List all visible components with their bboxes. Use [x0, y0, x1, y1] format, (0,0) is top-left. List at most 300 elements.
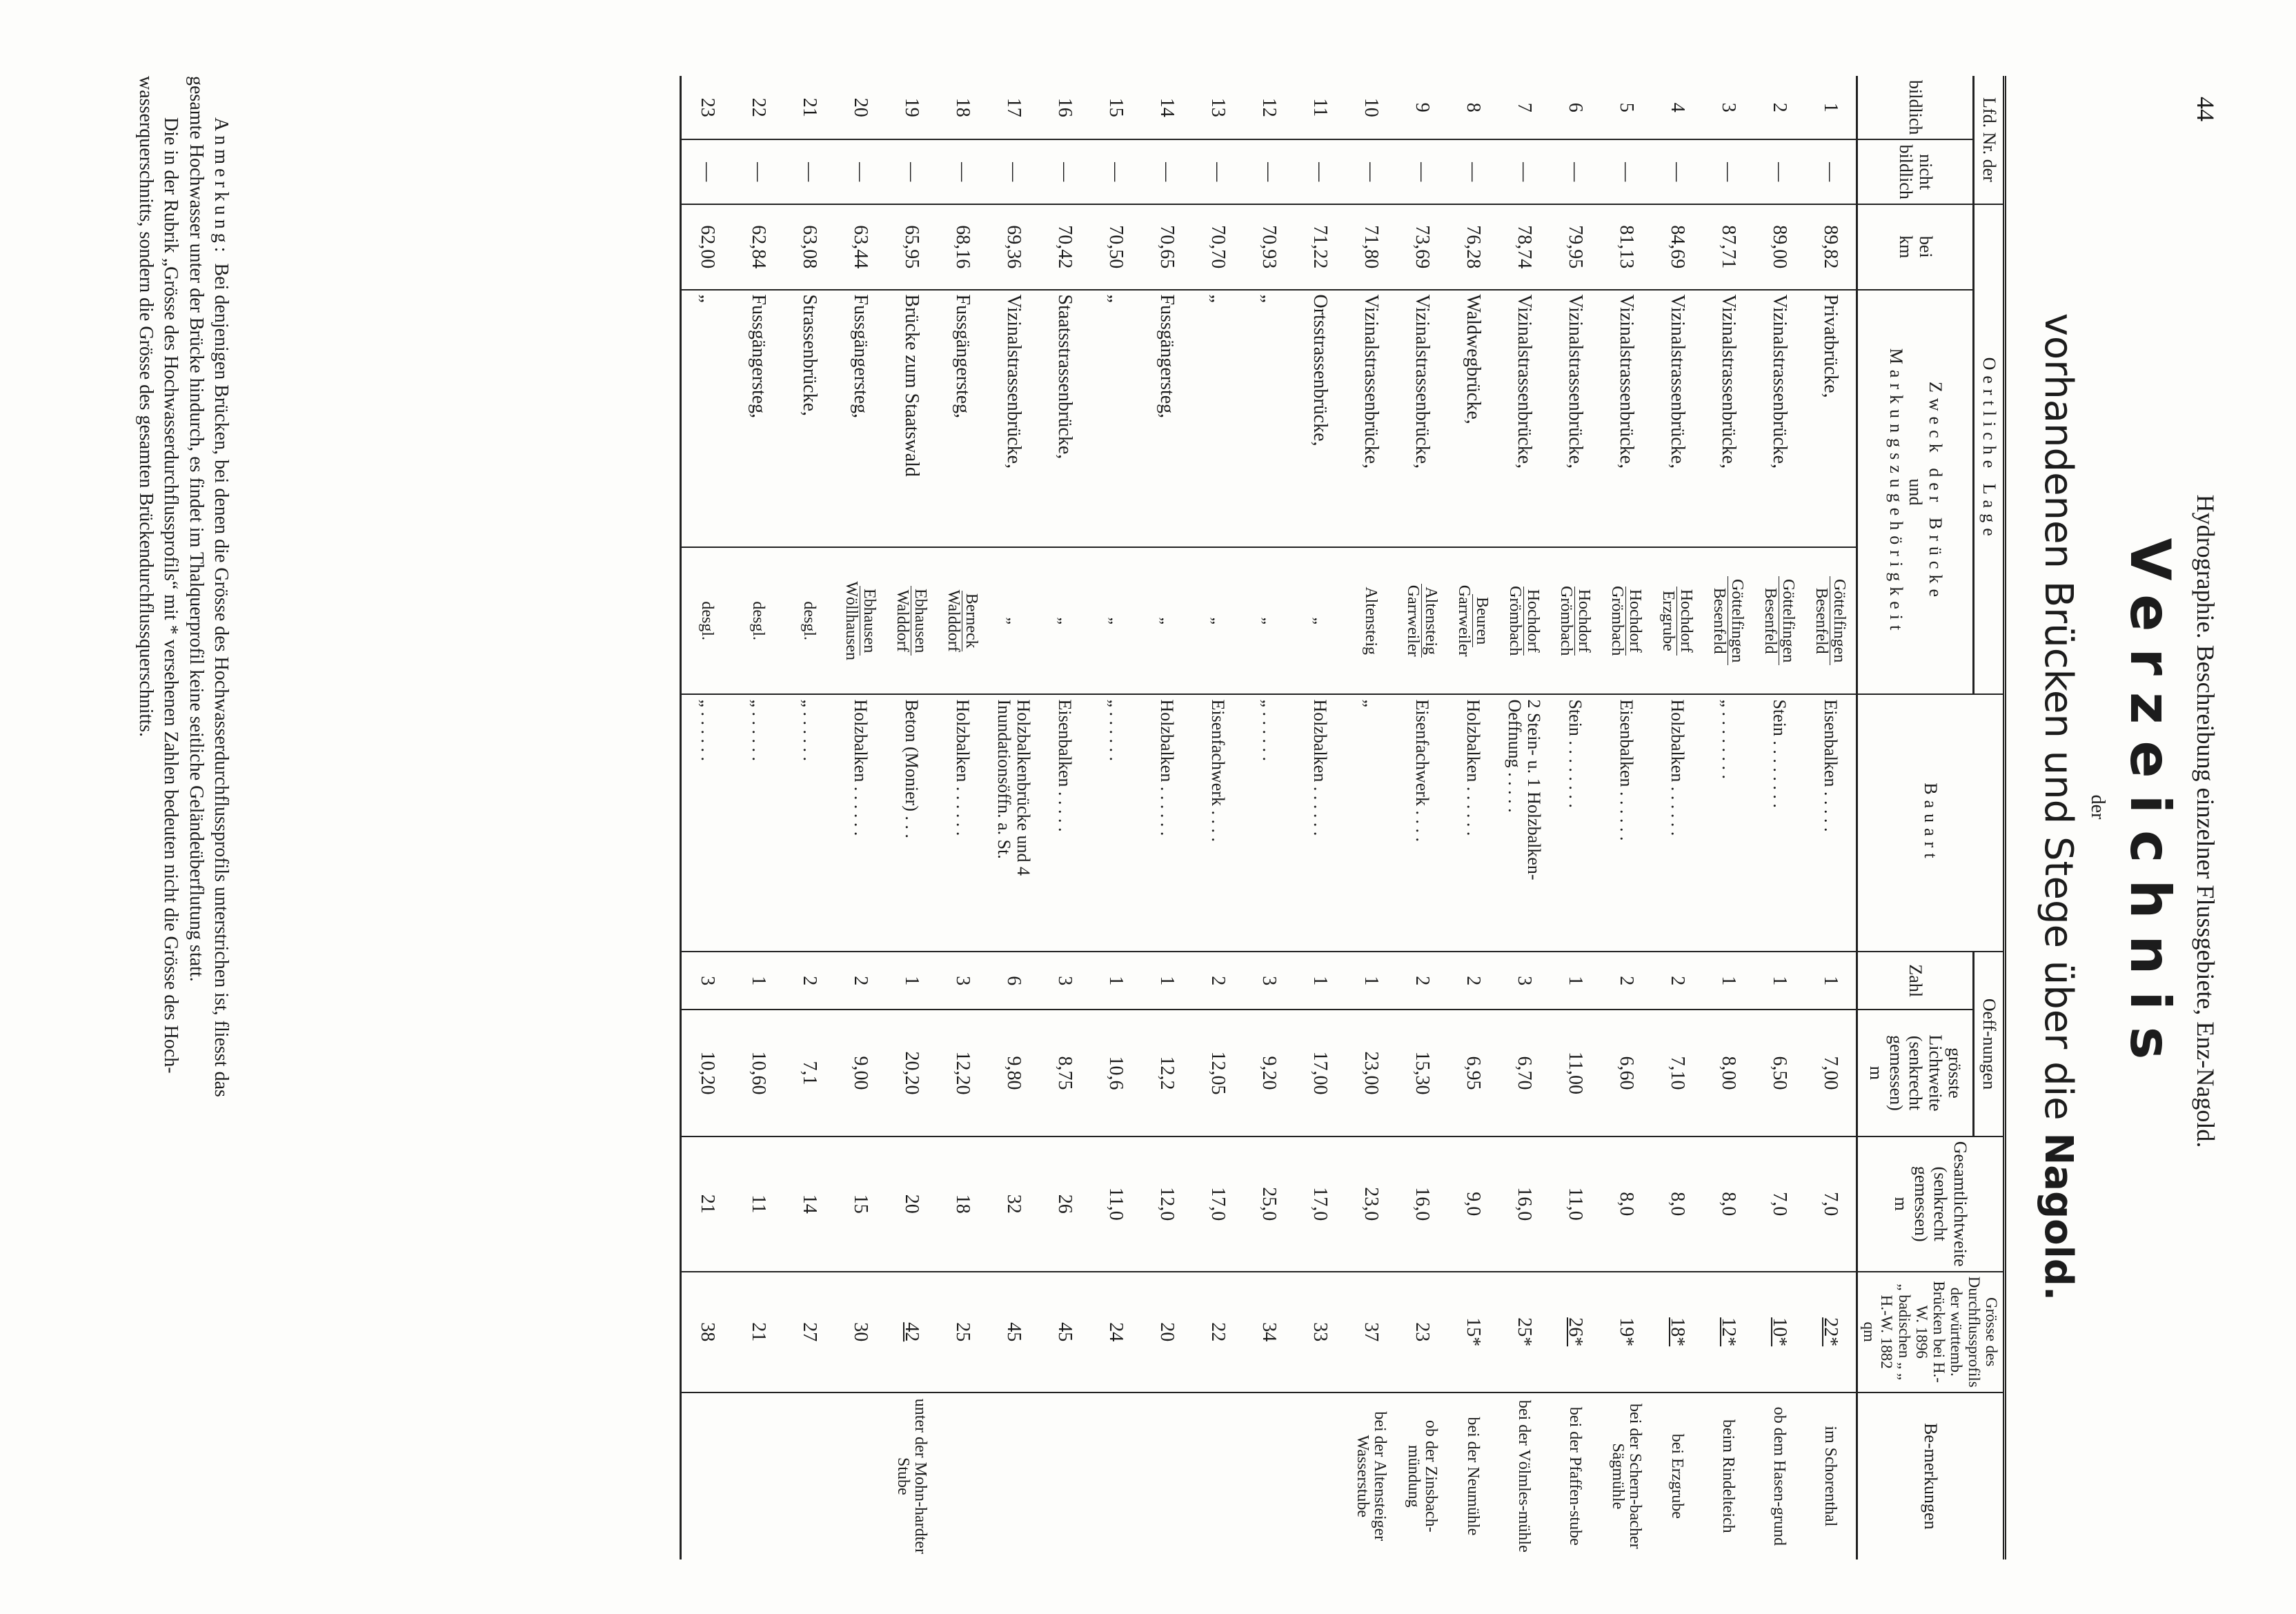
row-durchflussprofil: 19*	[1601, 1272, 1652, 1392]
row-markung	[1805, 547, 1857, 695]
row-lichtweite: 8,75	[1039, 1010, 1090, 1136]
row-nr: 1	[1820, 102, 1842, 112]
row-bemerkung	[1192, 1392, 1243, 1559]
table-row	[1703, 76, 1754, 1559]
row-nicht-bildlich: —	[1345, 139, 1396, 204]
row-zahl: 1	[1703, 952, 1754, 1010]
table-row	[1090, 76, 1141, 1559]
row-markung-top: Hochdorf	[1523, 587, 1541, 656]
row-bauart: Stein . . . . . . . .	[1550, 694, 1601, 952]
row-markung-bottom: Erzgrube	[1659, 590, 1678, 651]
row-markung	[1039, 547, 1090, 695]
footnote-line-4: wasserquerschnitts, sondern die Grösse des gesamten Brückendurchflussquerschnitts.	[135, 76, 157, 738]
table-row	[835, 76, 886, 1559]
header-bildlich: bildlich	[1857, 76, 1974, 139]
row-markung	[835, 547, 886, 695]
row-nicht-bildlich: —	[988, 139, 1039, 204]
running-head: Hydrographie. Beschreibung einzelner Flussgebiete, Enz-Nagold.	[2192, 494, 2219, 1148]
row-markung-bottom: Besenfeld	[1812, 587, 1831, 654]
row-bauart: „ . . . . . . . .	[1703, 694, 1754, 952]
header-zweck: Zweck der Brücke	[1925, 381, 1946, 603]
row-durchflussprofil: 25*	[1498, 1272, 1550, 1392]
header-lfd-nr: Lfd. Nr. der	[1979, 97, 1999, 182]
row-lichtweite: 9,80	[988, 1010, 1039, 1136]
row-km: 70,70	[1192, 204, 1243, 290]
row-nicht-bildlich: —	[1754, 139, 1805, 204]
title-der: der	[2087, 794, 2108, 820]
row-nicht-bildlich: —	[1550, 139, 1601, 204]
row-bauart: Holzbalken . . . . . .	[1652, 694, 1703, 952]
row-bauart: Eisenbalken . . . . . .	[1601, 694, 1652, 952]
footnote-line-2: gesamte Hochwasser unter der Brücke hindurch, es findet im Thalquerprofil keine seitliche Geländeüberflutung statt.	[185, 76, 207, 982]
footnote-label: Anmerkung:	[210, 117, 232, 257]
row-bauart: Eisenfachwerk . . . .	[1192, 694, 1243, 952]
row-markung	[784, 547, 835, 695]
row-km: 73,69	[1396, 204, 1447, 290]
row-lichtweite: 7,1	[784, 1010, 835, 1136]
row-km: 84,69	[1652, 204, 1703, 290]
row-durchflussprofil: 25	[937, 1272, 988, 1392]
row-bauart: Holzbalken . . . . . .	[1141, 694, 1192, 952]
row-markung	[988, 547, 1039, 695]
header-lfd-group	[1974, 76, 2005, 204]
header-und: und	[1906, 478, 1926, 506]
row-markung-bottom: Grömbach	[1506, 586, 1525, 656]
row-nr: 23	[680, 76, 733, 139]
row-markung-top: „	[1107, 617, 1125, 624]
row-markung-top: Hochdorf	[1676, 587, 1694, 656]
row-markung-bottom: Garrweiler	[1455, 584, 1474, 657]
row-gesamtlichtweite: 23,0	[1345, 1136, 1396, 1272]
row-zweck: „	[680, 290, 733, 547]
row-zweck: Vizinalstrassenbrücke,	[1345, 290, 1396, 547]
row-nicht-bildlich: —	[1243, 139, 1294, 204]
row-gesamtlichtweite: 21	[680, 1136, 733, 1272]
title-subtitle-river: Nagold.	[2036, 1132, 2081, 1301]
row-gesamtlichtweite: 8,0	[1601, 1136, 1652, 1272]
row-bemerkung	[1039, 1392, 1090, 1559]
row-markung-top: Altensteig	[1421, 584, 1439, 658]
row-zweck: Fussgängersteg,	[1141, 290, 1192, 547]
row-km: 63,44	[835, 204, 886, 290]
header-zahl: Zahl	[1857, 952, 1974, 1010]
row-durchflussprofil: 38	[680, 1272, 733, 1392]
row-lichtweite: 12,05	[1192, 1010, 1243, 1136]
row-gesamtlichtweite: 8,0	[1703, 1136, 1754, 1272]
row-km: 87,71	[1703, 204, 1754, 290]
row-bauart: 2 Stein- u. 1 Holzbalken-Oeffnung . . . . .	[1498, 694, 1550, 952]
row-markung-top: „	[1311, 617, 1329, 624]
row-zweck: Fussgängersteg,	[835, 290, 886, 547]
title-subtitle	[2036, 0, 2081, 1614]
row-bauart: „ . . . . . .	[1243, 694, 1294, 952]
row-markung	[1703, 547, 1754, 695]
row-km: 70,50	[1090, 204, 1141, 290]
title-verzeichnis: Verzeichnis	[2118, 538, 2182, 1076]
row-lichtweite: 15,30	[1396, 1010, 1447, 1136]
row-zahl: 3	[680, 952, 733, 1010]
row-bauart: Holzbalken . . . . . .	[1294, 694, 1345, 952]
row-durchflussprofil: 34	[1243, 1272, 1294, 1392]
row-nicht-bildlich: —	[1294, 139, 1345, 204]
row-markung	[886, 547, 937, 695]
row-bemerkung: ob dem Hasen-grund	[1754, 1392, 1805, 1559]
row-bauart: Holzbalken . . . . . .	[1447, 694, 1498, 952]
row-nicht-bildlich: —	[886, 139, 937, 204]
row-lichtweite: 10,20	[680, 1010, 733, 1136]
row-markung-top: „	[1004, 617, 1023, 624]
table-row	[1805, 76, 1857, 1559]
row-bauart: „ . . . . . .	[1090, 694, 1141, 952]
row-bauart: Eisenbalken . . . . .	[1805, 694, 1857, 952]
header-bemerkungen: Be-merkungen	[1857, 1392, 2004, 1559]
row-lichtweite: 10,6	[1090, 1010, 1141, 1136]
row-gesamtlichtweite: 7,0	[1754, 1136, 1805, 1272]
row-bauart: Holzbalken . . . . . .	[835, 694, 886, 952]
row-markung-top: „	[1158, 617, 1176, 624]
row-zahl: 1	[1805, 952, 1857, 1010]
row-km: 65,95	[886, 204, 937, 290]
row-km: 89,00	[1754, 204, 1805, 290]
row-zahl: 1	[1550, 952, 1601, 1010]
row-bauart: Stein . . . . . . . .	[1754, 694, 1805, 952]
row-bauart: Beton (Monier) . . .	[886, 694, 937, 952]
row-bemerkung: bei der Schern-bacher Sägmühle	[1601, 1392, 1652, 1559]
row-durchflussprofil: 10*	[1754, 1272, 1805, 1392]
row-markung-top: „	[1209, 617, 1227, 624]
row-zweck: „	[1243, 290, 1294, 547]
table-body	[680, 76, 1857, 1559]
row-gesamtlichtweite: 11	[733, 1136, 784, 1272]
row-durchflussprofil: 20	[1141, 1272, 1192, 1392]
row-nr: 20	[850, 97, 872, 117]
row-gesamtlichtweite: 14	[784, 1136, 835, 1272]
table-row	[988, 76, 1039, 1559]
footnote	[132, 76, 233, 1559]
row-gesamtlichtweite: 8,0	[1652, 1136, 1703, 1272]
header-groesste: grösste Lichtweite (senkrecht gemessen)	[1886, 1034, 1966, 1112]
table-row	[1652, 76, 1703, 1559]
row-nicht-bildlich: —	[1447, 139, 1498, 204]
row-nr: 22	[748, 97, 770, 117]
row-markung	[1243, 547, 1294, 695]
row-bemerkung	[680, 1392, 733, 1559]
table-row	[680, 76, 733, 1559]
header-markung: Markungszugehörigkeit	[1886, 348, 1906, 636]
row-nr: 2	[1769, 102, 1791, 112]
row-zweck: Vizinalstrassenbrücke,	[1652, 290, 1703, 547]
table-row	[1294, 76, 1345, 1559]
row-markung-top: Ebhausen	[860, 586, 878, 656]
row-bemerkung: im Schorenthal	[1805, 1392, 1857, 1559]
header-bauart: Bauart	[1857, 694, 2004, 952]
row-nr: 3	[1718, 102, 1740, 112]
row-lichtweite: 7,00	[1805, 1010, 1857, 1136]
row-nr: 10	[1360, 97, 1383, 117]
row-bemerkung: bei der Altensteiger Wasserstube	[1345, 1392, 1396, 1559]
row-bemerkung	[988, 1392, 1039, 1559]
row-gesamtlichtweite: 15	[835, 1136, 886, 1272]
row-km: 79,95	[1550, 204, 1601, 290]
row-markung	[1550, 547, 1601, 695]
table-row	[1550, 76, 1601, 1559]
row-gesamtlichtweite: 25,0	[1243, 1136, 1294, 1272]
row-zweck: Fussgängersteg,	[937, 290, 988, 547]
row-bauart: „	[1345, 694, 1396, 952]
row-markung-bottom: Besenfeld	[1710, 587, 1729, 654]
row-nicht-bildlich: —	[784, 139, 835, 204]
row-durchflussprofil: 18*	[1652, 1272, 1703, 1392]
header-m2: m	[1891, 1197, 1912, 1211]
header-km-group	[1857, 204, 1974, 290]
row-durchflussprofil: 23	[1396, 1272, 1447, 1392]
header-groesse-1: Grösse des Durchflussprofils	[1965, 1276, 2000, 1388]
row-bemerkung	[937, 1392, 988, 1559]
table-row	[1754, 76, 1805, 1559]
row-lichtweite: 7,10	[1652, 1010, 1703, 1136]
table-row	[1396, 76, 1447, 1559]
row-lichtweite: 8,00	[1703, 1010, 1754, 1136]
row-zweck: Fussgängersteg,	[733, 290, 784, 547]
row-zweck: „	[1192, 290, 1243, 547]
row-zahl: 2	[1601, 952, 1652, 1010]
row-gesamtlichtweite: 12,0	[1141, 1136, 1192, 1272]
table-row	[733, 76, 784, 1559]
row-markung-bottom: Besenfeld	[1761, 587, 1780, 654]
row-gesamtlichtweite: 17,0	[1192, 1136, 1243, 1272]
footnote-line-3: Die in der Rubrik „Grösse des Hochwasserdurchflussprofils“ mit * versehenen Zahlen bedeuten nicht die Grösse des Hoch-	[160, 117, 182, 1074]
row-zweck: Vizinalstrassenbrücke,	[1550, 290, 1601, 547]
row-nicht-bildlich: —	[1601, 139, 1652, 204]
row-gesamtlichtweite: 16,0	[1498, 1136, 1550, 1272]
row-zahl: 1	[1754, 952, 1805, 1010]
row-bemerkung	[1243, 1392, 1294, 1559]
row-markung	[1141, 547, 1192, 695]
row-zahl: 2	[1447, 952, 1498, 1010]
row-lichtweite: 9,00	[835, 1010, 886, 1136]
row-zahl: 1	[1141, 952, 1192, 1010]
row-bemerkung	[835, 1392, 886, 1559]
bridge-table	[680, 76, 2006, 1559]
row-markung-top: Beuren	[1472, 594, 1490, 647]
row-markung-bottom: Wöllhausen	[842, 581, 861, 660]
row-gesamtlichtweite: 11,0	[1550, 1136, 1601, 1272]
row-markung	[1447, 547, 1498, 695]
row-zahl: 3	[1498, 952, 1550, 1010]
row-bauart: „ . . . . . .	[784, 694, 835, 952]
row-markung	[1192, 547, 1243, 695]
row-bauart: Holzbalkenbrücke und 4 Inundationsöffn. a. St.	[988, 694, 1039, 952]
table-row	[1141, 76, 1192, 1559]
row-km: 69,36	[988, 204, 1039, 290]
row-markung	[1090, 547, 1141, 695]
row-nr: 15	[1105, 97, 1127, 117]
row-durchflussprofil: 26*	[1550, 1272, 1601, 1392]
row-bemerkung	[784, 1392, 835, 1559]
footnote-line-1	[208, 76, 233, 1559]
table-row	[1039, 76, 1090, 1559]
table-row	[886, 76, 937, 1559]
row-nr: 8	[1463, 102, 1485, 112]
row-bauart: Eisenfachwerk . . . .	[1396, 694, 1447, 952]
row-bemerkung: beim Rindelteich	[1703, 1392, 1754, 1559]
row-lichtweite: 12,2	[1141, 1010, 1192, 1136]
row-bauart: „ . . . . . .	[733, 694, 784, 952]
row-km: 68,16	[937, 204, 988, 290]
table-row	[1601, 76, 1652, 1559]
row-durchflussprofil: 22*	[1805, 1272, 1857, 1392]
table-row	[784, 76, 835, 1559]
header-groesste-group	[1857, 1010, 1974, 1136]
row-zahl: 2	[835, 952, 886, 1010]
footnote-text-1: Bei denjenigen Brücken, bei denen die Grösse des Hochwasserdurchflussprofils unterstrichen ist, fliesst das	[210, 263, 232, 1097]
row-nicht-bildlich: —	[733, 139, 784, 204]
row-nicht-bildlich: —	[1141, 139, 1192, 204]
row-bemerkung: bei der Pfaffen-stube	[1550, 1392, 1601, 1559]
row-markung-top: Göttelfingen	[1728, 576, 1745, 665]
row-nicht-bildlich: —	[1090, 139, 1141, 204]
row-durchflussprofil: 15*	[1447, 1272, 1498, 1392]
row-markung-top: Göttelfingen	[1830, 576, 1848, 665]
row-zweck: Vizinalstrassenbrücke,	[988, 290, 1039, 547]
row-lichtweite: 6,95	[1447, 1010, 1498, 1136]
row-markung	[1754, 547, 1805, 695]
row-durchflussprofil: 21	[733, 1272, 784, 1392]
row-bemerkung	[1141, 1392, 1192, 1559]
row-gesamtlichtweite: 9,0	[1447, 1136, 1498, 1272]
row-zahl: 3	[1243, 952, 1294, 1010]
row-markung-top: Altensteig	[1362, 587, 1380, 655]
row-lichtweite: 9,20	[1243, 1010, 1294, 1136]
row-gesamtlichtweite: 32	[988, 1136, 1039, 1272]
row-markung-top: desgl.	[698, 601, 717, 641]
row-zweck: Vizinalstrassenbrücke,	[1601, 290, 1652, 547]
row-bemerkung: ob der Zinsbach-mündung	[1396, 1392, 1447, 1559]
header-gesamt: Gesamtlichtweite (senkrecht gemessen)	[1910, 1141, 1970, 1267]
row-markung-top: desgl.	[749, 601, 768, 641]
row-gesamtlichtweite: 20	[886, 1136, 937, 1272]
row-zahl: 2	[1396, 952, 1447, 1010]
row-nicht-bildlich: —	[1498, 139, 1550, 204]
table-row	[1447, 76, 1498, 1559]
row-km: 62,84	[733, 204, 784, 290]
header-km: km	[1895, 235, 1916, 259]
row-zweck: Privatbrücke,	[1805, 290, 1857, 547]
row-zweck: Vizinalstrassenbrücke,	[1396, 290, 1447, 547]
row-bauart: Holzbalken . . . . . .	[937, 694, 988, 952]
row-gesamtlichtweite: 17,0	[1294, 1136, 1345, 1272]
row-zahl: 2	[784, 952, 835, 1010]
row-zweck: Vizinalstrassenbrücke,	[1754, 290, 1805, 547]
header-row-1	[1974, 76, 2005, 1559]
row-nicht-bildlich: —	[1703, 139, 1754, 204]
title-subtitle-prefix: vorhandenen Brücken und Stege über die	[2036, 313, 2081, 1133]
row-nicht-bildlich: —	[1805, 139, 1857, 204]
row-nicht-bildlich: —	[937, 139, 988, 204]
row-zahl: 1	[1345, 952, 1396, 1010]
table-row	[937, 76, 988, 1559]
row-nicht-bildlich: —	[1039, 139, 1090, 204]
row-durchflussprofil: 24	[1090, 1272, 1141, 1392]
row-bemerkung	[733, 1392, 784, 1559]
table-row	[1498, 76, 1550, 1559]
row-markung	[1294, 547, 1345, 695]
row-zweck: Vizinalstrassenbrücke,	[1498, 290, 1550, 547]
page-number: 44	[2192, 97, 2219, 121]
row-markung	[1601, 547, 1652, 695]
row-durchflussprofil: 30	[835, 1272, 886, 1392]
row-km: 63,08	[784, 204, 835, 290]
row-bemerkung: unter der Mohn-hardter Stube	[886, 1392, 937, 1559]
row-bemerkung	[1090, 1392, 1141, 1559]
row-durchflussprofil: 12*	[1703, 1272, 1754, 1392]
row-markung	[733, 547, 784, 695]
row-zahl: 1	[1294, 952, 1345, 1010]
row-zahl: 2	[1192, 952, 1243, 1010]
row-nr: 18	[952, 97, 974, 117]
row-durchflussprofil: 37	[1345, 1272, 1396, 1392]
row-zahl: 6	[988, 952, 1039, 1010]
header-zweck-group	[1857, 290, 1974, 695]
row-km: 62,00	[680, 204, 733, 290]
row-zweck: Waldwegbrücke,	[1447, 290, 1498, 547]
row-km: 70,42	[1039, 204, 1090, 290]
row-bemerkung: bei Erzgrube	[1652, 1392, 1703, 1559]
row-markung	[1652, 547, 1703, 695]
header-gesamt-group	[1857, 1136, 2004, 1272]
row-markung-top: Hochdorf	[1574, 587, 1592, 656]
row-zweck: Vizinalstrassenbrücke,	[1703, 290, 1754, 547]
row-markung-bottom: Grömbach	[1557, 586, 1576, 656]
table-row	[1192, 76, 1243, 1559]
row-zahl: 1	[886, 952, 937, 1010]
row-km: 81,13	[1601, 204, 1652, 290]
table-row	[1243, 76, 1294, 1559]
row-markung-top: „	[1056, 617, 1074, 624]
row-lichtweite: 20,20	[886, 1010, 937, 1136]
row-gesamtlichtweite: 18	[937, 1136, 988, 1272]
row-nr: 17	[1003, 97, 1025, 117]
header-m1: m	[1866, 1065, 1887, 1081]
row-nr: 19	[901, 97, 923, 117]
row-markung	[1396, 547, 1447, 695]
row-km: 70,93	[1243, 204, 1294, 290]
row-km: 76,28	[1447, 204, 1498, 290]
row-gesamtlichtweite: 7,0	[1805, 1136, 1857, 1272]
row-nicht-bildlich: —	[1192, 139, 1243, 204]
row-zweck: Staatsstrassenbrücke,	[1039, 290, 1090, 547]
header-groesse-2: der württemb. Brücken bei H.-W. 1896	[1912, 1281, 1966, 1383]
row-nr: 12	[1258, 97, 1280, 117]
row-zweck: Brücke zum Staatswald	[886, 290, 937, 547]
row-markung	[680, 547, 733, 695]
row-nr: 6	[1565, 102, 1587, 112]
page-header	[2186, 97, 2220, 1546]
row-durchflussprofil: 45	[1039, 1272, 1090, 1392]
row-markung-bottom: Garrweiler	[1404, 584, 1423, 657]
row-lichtweite: 23,00	[1345, 1010, 1396, 1136]
row-markung	[1345, 547, 1396, 695]
row-zweck: Strassenbrücke,	[784, 290, 835, 547]
row-markung	[1498, 547, 1550, 695]
row-bauart: „ . . . . . .	[680, 694, 733, 952]
row-zahl: 3	[1039, 952, 1090, 1010]
row-nr: 9	[1412, 102, 1434, 112]
row-nr: 21	[799, 97, 821, 117]
header-groesse-group	[1857, 1272, 2004, 1392]
row-markung-bottom: Grömbach	[1608, 586, 1627, 656]
row-km: 71,22	[1294, 204, 1345, 290]
